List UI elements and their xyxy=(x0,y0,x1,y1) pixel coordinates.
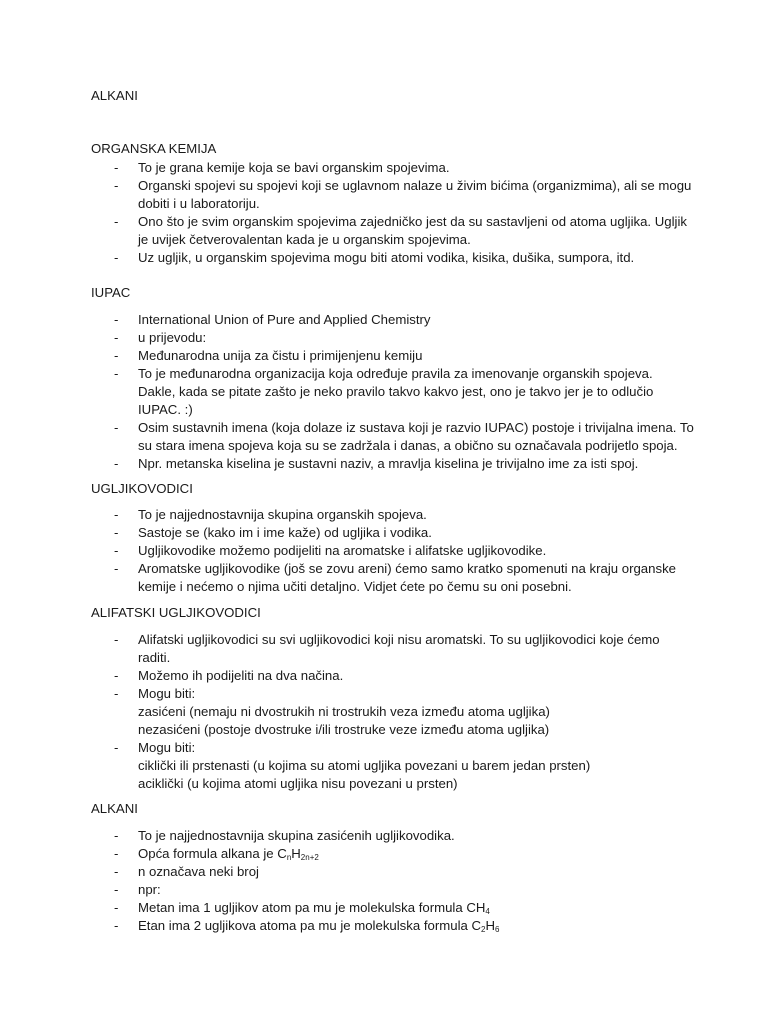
bullet-dash: - xyxy=(114,214,119,229)
bullet-dash: - xyxy=(114,456,119,471)
section-heading: ORGANSKA KEMIJA xyxy=(91,141,217,156)
bullet-dash: - xyxy=(114,900,119,915)
list-item: - Međunarodna unija za čistu i primijenjenu kemiju xyxy=(114,348,423,363)
bullet-dash: - xyxy=(114,882,119,897)
list-item: - Sastoje se (kako im i ime kaže) od ugljika i vodika. xyxy=(114,525,432,540)
bullet-dash: - xyxy=(114,366,119,381)
list-item: - Mogu biti: zasićeni (nemaju ni dvostrukih ni trostrukih veza između atoma ugljika) nezasićeni (postoje dvostruke i/ili trostruke veze između atoma ugljika) xyxy=(114,686,550,737)
list-item: - Organski spojevi su spojevi koji se uglavnom nalaze u živim bićima (organizmima), ali se mogu dobiti i u laboratoriju. xyxy=(114,178,692,211)
bullet-dash: - xyxy=(114,740,119,755)
list-item: - To je najjednostavnija skupina organskih spojeva. xyxy=(114,507,427,522)
document-title: ALKANI xyxy=(91,88,138,103)
section-organska-kemija xyxy=(91,140,691,267)
list-item: - npr: xyxy=(114,882,161,897)
bullet-dash: - xyxy=(114,846,119,861)
bullet-dash: - xyxy=(114,668,119,683)
section-iupac xyxy=(91,284,694,473)
bullet-list xyxy=(91,311,694,473)
list-item: - u prijevodu: xyxy=(114,330,207,345)
list-item-methane: - Metan ima 1 ugljikov atom pa mu je molekulska formula $CH_4$ xyxy=(114,900,490,916)
bullet-dash: - xyxy=(114,348,119,363)
bullet-dash: - xyxy=(114,312,119,327)
bullet-list xyxy=(91,631,691,793)
list-item: - Možemo ih podijeliti na dva načina. xyxy=(114,668,344,683)
list-item: - To je grana kemije koja se bavi organskim spojevima. xyxy=(114,160,450,175)
list-item: - To je međunarodna organizacija koja određuje pravila za imenovanje organskih spojeva. Dakle, kada se pitate zašto je neko pravilo takvo kakvo jest, ono je takvo jer je to odlučio IUPAC. :) xyxy=(114,366,654,417)
bullet-dash: - xyxy=(114,250,119,265)
bullet-dash: - xyxy=(114,178,119,193)
section-alifatski-ugljikovodici xyxy=(91,604,691,793)
bullet-list xyxy=(91,506,691,596)
subscript: 2 xyxy=(481,925,486,934)
list-item: - Mogu biti: ciklički ili prstenasti (u kojima su atomi ugljika povezani u barem jedan prsten) aciklički (u kojima atomi ugljika nisu povezani u prsten) xyxy=(114,740,591,791)
list-item: - Ono što je svim organskim spojevima zajedničko jest da su sastavljeni od atoma ugljika. Ugljik je uvijek četverovalentan kada je u organskim spojevima. xyxy=(114,214,687,247)
bullet-dash: - xyxy=(114,525,119,540)
list-item: - Aromatske ugljikovodike (još se zovu areni) ćemo samo kratko spomenuti na kraju organske kemije i nećemo o njima učiti detaljno. Vidjet ćete po čemu su oni posebni. xyxy=(114,561,677,594)
bullet-list xyxy=(91,159,691,267)
list-item: - Alifatski ugljikovodici su svi ugljikovodici koji nisu aromatski. To su ugljikovodici koje ćemo raditi. xyxy=(114,632,660,665)
section-heading: IUPAC xyxy=(91,285,131,300)
list-item-general-formula: - Opća formula alkana je $C_nH_{2n+2}$ xyxy=(114,846,319,862)
document-title-block xyxy=(91,87,691,105)
bullet-dash: - xyxy=(114,561,119,576)
subscript: 6 xyxy=(495,925,500,934)
list-item: - n označava neki broj xyxy=(114,864,259,879)
bullet-dash: - xyxy=(114,686,119,701)
list-item: - Osim sustavnih imena (koja dolaze iz sustava koji je razvio IUPAC) postoje i trivijalna imena. To su stara imena spojeva koja su se zadržala i danas, a obično su označavala podrijetlo spoja. xyxy=(114,420,694,453)
bullet-dash: - xyxy=(114,632,119,647)
subscript: 2n+2 xyxy=(300,853,319,862)
list-item: - Ugljikovodike možemo podijeliti na aromatske i alifatske ugljikovodike. xyxy=(114,543,547,558)
section-heading: ALKANI xyxy=(91,801,138,816)
list-item: - Npr. metanska kiselina je sustavni naziv, a mravlja kiselina je trivijalno ime za isti spoj. xyxy=(114,456,639,471)
bullet-dash: - xyxy=(114,918,119,933)
list-item-ethane: - Etan ima 2 ugljikova atoma pa mu je molekulska formula $C_2H_6$ xyxy=(114,918,500,934)
list-item: - Uz ugljik, u organskim spojevima mogu biti atomi vodika, kisika, dušika, sumpora, itd. xyxy=(114,250,635,265)
subscript: 4 xyxy=(485,907,490,916)
bullet-list xyxy=(91,827,691,935)
section-heading: ALIFATSKI UGLJIKOVODICI xyxy=(91,605,261,620)
subscript: n xyxy=(286,853,292,862)
bullet-dash: - xyxy=(114,828,119,843)
bullet-dash: - xyxy=(114,507,119,522)
bullet-dash: - xyxy=(114,160,119,175)
bullet-dash: - xyxy=(114,330,119,345)
list-item: - To je najjednostavnija skupina zasićenih ugljikovodika. xyxy=(114,828,455,843)
bullet-dash: - xyxy=(114,543,119,558)
section-heading: UGLJIKOVODICI xyxy=(91,481,193,496)
section-ugljikovodici xyxy=(91,480,691,596)
bullet-dash: - xyxy=(114,420,119,435)
list-item: - International Union of Pure and Applied Chemistry xyxy=(114,312,431,327)
section-alkani xyxy=(91,800,691,935)
bullet-dash: - xyxy=(114,864,119,879)
